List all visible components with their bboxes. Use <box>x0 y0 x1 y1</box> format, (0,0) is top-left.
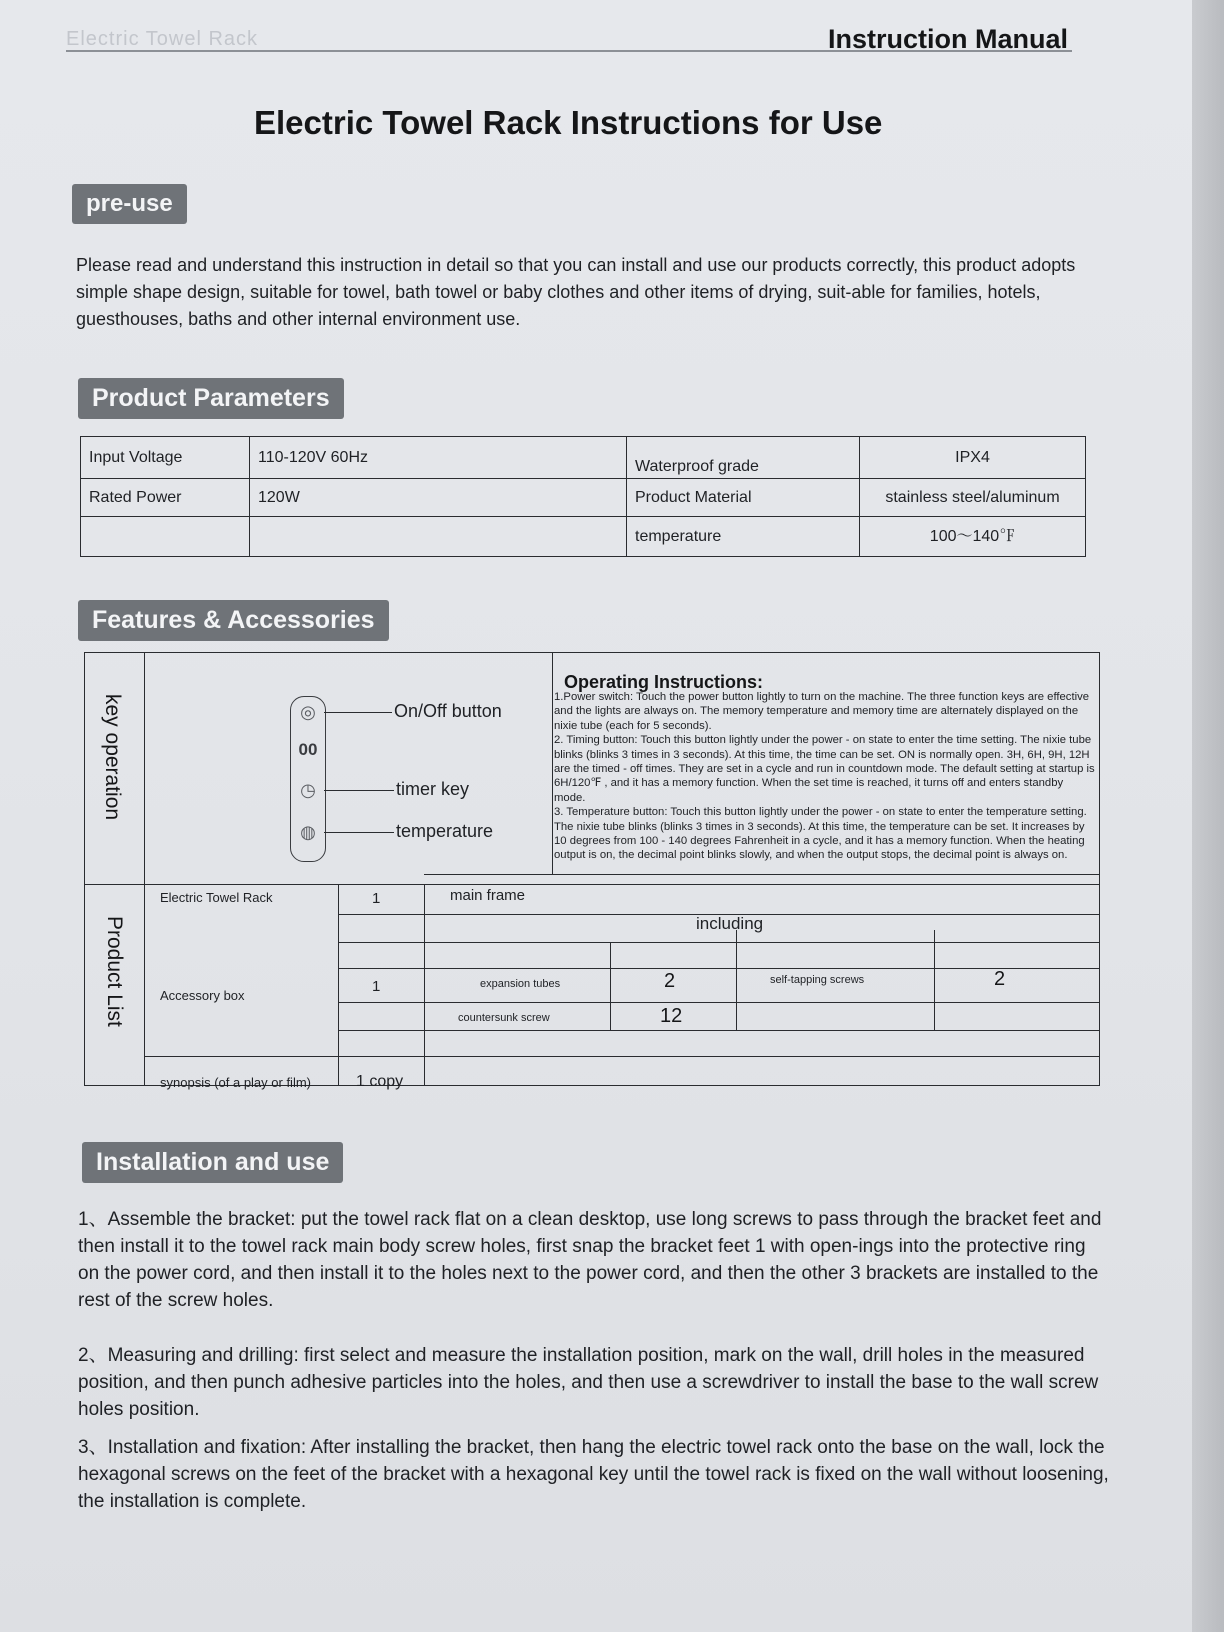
self-tapping-screws-label: self-tapping screws <box>770 974 865 986</box>
accessory-box-qty: 1 <box>372 978 381 995</box>
key-operation-label: key operation <box>101 694 124 821</box>
product-col-divider-4 <box>736 930 737 1030</box>
installation-step-2: 2、Measuring and drilling: first select and measure the installation position, mark on the wall, drill holes in the measured position, and then punch adhesive particles into the holes, and then use a screwdriver to install the base to the wall screw holes position. <box>78 1345 1099 1420</box>
param-value: 120W <box>250 479 627 517</box>
pre-use-paragraph: Please read and understand this instruction in detail so that you can install and use our products correctly, this product adopts simple shape design, suitable for towel, bath towel or baby clothes and other items of drying, suit-able for families, hotels, guesthouses, baths and other internal environment use. <box>76 255 1076 329</box>
product-row-rule <box>338 942 1100 943</box>
operating-instructions-title: Operating Instructions: <box>564 672 764 692</box>
param-value <box>250 517 627 557</box>
paper-edge <box>1192 0 1224 1632</box>
param-label: Product Material <box>627 479 860 517</box>
towel-rack-item: Electric Towel Rack <box>160 890 273 905</box>
param-label: Rated Power <box>81 479 250 517</box>
onoff-button-label: On/Off button <box>394 701 502 721</box>
countersunk-screw-qty: 12 <box>660 1005 683 1027</box>
param-label: temperature <box>627 517 860 557</box>
synopsis-item: synopsis (of a play or film) <box>160 1075 311 1090</box>
expansion-tubes-label: expansion tubes <box>480 978 561 990</box>
installation-tag: Installation and use <box>82 1142 343 1183</box>
faded-header-text: Electric Towel Rack <box>66 28 259 50</box>
param-value: stainless steel/aluminum <box>860 479 1086 517</box>
features-accessories-tag: Features & Accessories <box>78 600 389 641</box>
power-icon: ◎ <box>300 702 316 722</box>
parameters-row <box>81 479 1086 517</box>
param-label: Waterproof grade <box>627 437 860 479</box>
page-title: Electric Towel Rack Instructions for Use <box>254 104 883 141</box>
param-value: 110-120V 60Hz <box>250 437 627 479</box>
clock-icon: ◷ <box>300 780 316 800</box>
label-column-divider <box>144 652 145 1086</box>
param-value: 100～140℉ <box>860 517 1086 557</box>
operating-divider <box>552 652 553 874</box>
self-tapping-screws-qty: 2 <box>994 968 1006 990</box>
operating-instructions-text <box>554 690 1096 863</box>
operating-bottom-rule <box>424 874 1100 875</box>
accessory-box-item: Accessory box <box>160 988 245 1003</box>
key-operation-bottom-rule <box>84 884 1100 885</box>
product-row-rule <box>144 1056 1100 1057</box>
operating-item: 3. Temperature button: Touch this button lightly under the power - on state to enter the temperature setting. The nixie tube blinks (blinks 3 times in 3 seconds). At this time, the temperature can be set. It increases by 10 degrees from 100 - 140 degrees Fahrenheit in a cycle, and it has a memory function. When the heating output is on, the decimal point blinks slowly, and when the output stops, the decimal point is always on. <box>554 806 1087 862</box>
onoff-leader <box>324 712 392 713</box>
installation-step-1: 1、Assemble the bracket: put the towel rack flat on a clean desktop, use long screws to pass through the bracket feet and then install it to the towel rack main body screw holes, first snap the bracket feet 1 with open-ings into the protective ring on the power cord, and then install it to the holes next to the power cord, and then the other 3 brackets are installed to the rest of the screw holes. <box>78 1209 1102 1311</box>
parameters-row <box>81 517 1086 557</box>
parameters-row <box>81 437 1086 479</box>
thermometer-icon: ◍ <box>300 822 316 842</box>
main-frame-label: main frame <box>450 887 526 904</box>
operating-item: 2. Timing button: Touch this button lightly under the power - on state to enter the time setting. The nixie tube blinks (blinks 3 times in 3 seconds). At this time, the time can be set. ON is normally open. 3H, 6H, 9H, 12H are the timed - off times. They are set in a cycle and run in countdown mode. The default setting at startup is 6H/120℉ , and it has a memory function. When the set time is reached, it turns off and enters standby mode. <box>554 734 1095 804</box>
installation-step-3: 3、Installation and fixation: After installing the bracket, then hang the electric towel rack onto the base on the wall, lock the hexagonal screws on the feet of the bracket with a hexagonal key until the towel rack is fixed on the wall without loosening, the installation is complete. <box>78 1437 1109 1512</box>
product-list-label: Product List <box>103 916 126 1027</box>
param-label <box>81 517 250 557</box>
param-label: Input Voltage <box>81 437 250 479</box>
product-parameters-tag: Product Parameters <box>78 378 344 419</box>
synopsis-qty: 1 copy <box>356 1073 404 1090</box>
timer-leader <box>324 790 394 791</box>
parameters-table <box>80 436 1086 557</box>
pre-use-tag: pre-use <box>72 184 187 224</box>
timer-key-label: timer key <box>396 779 470 799</box>
temperature-leader <box>324 832 394 833</box>
product-col-divider-5 <box>934 930 935 1030</box>
product-row-rule <box>338 1030 1100 1031</box>
nixie-display: 00 <box>298 740 318 759</box>
towel-rack-qty: 1 <box>372 890 381 907</box>
including-label: including <box>696 914 764 933</box>
operating-item: 1.Power switch: Touch the power button lightly to turn on the machine. The three function keys are effective and the lights are always on. The memory temperature and memory time are alternately displayed on the nixie tube (each for 5 seconds). <box>554 691 1090 732</box>
product-row-rule <box>338 968 1100 969</box>
countersunk-screw-label: countersunk screw <box>458 1012 550 1024</box>
param-value: IPX4 <box>860 437 1086 479</box>
expansion-tubes-qty: 2 <box>664 970 676 992</box>
temperature-key-label: temperature <box>396 821 494 841</box>
instruction-manual-label: Instruction Manual <box>827 24 1068 54</box>
product-col-divider-3 <box>610 942 611 1030</box>
product-row-rule <box>338 1002 1100 1003</box>
